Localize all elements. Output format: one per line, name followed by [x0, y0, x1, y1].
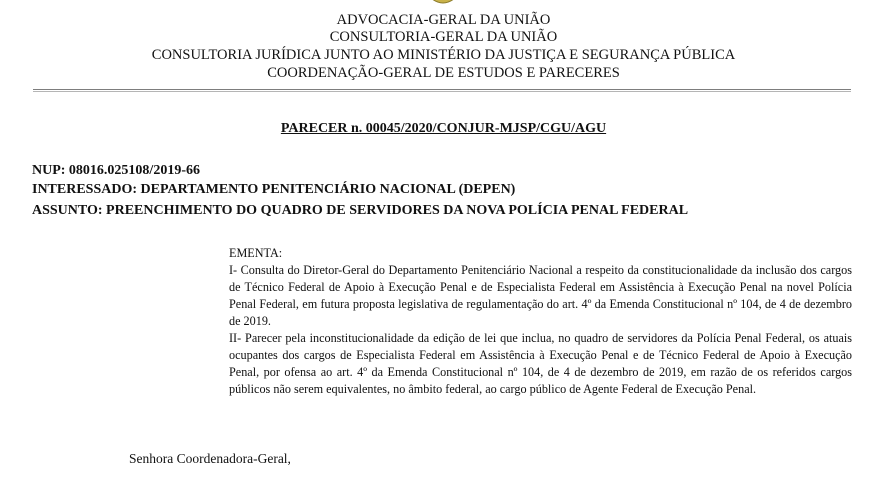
document-title: PARECER n. 00045/2020/CONJUR-MJSP/CGU/AGU	[280, 121, 607, 136]
header-divider	[33, 89, 851, 92]
nup-line: NUP: 08016.025108/2019-66	[32, 163, 200, 178]
interessado-line: INTERESSADO: DEPARTAMENTO PENITENCIÁRIO NACIONAL (DEPEN)	[32, 182, 516, 197]
header-conjur: CONSULTORIA JURÍDICA JUNTO AO MINISTÉRIO DA JUSTIÇA E SEGURANÇA PÚBLICA	[151, 47, 736, 63]
ementa-block	[229, 245, 852, 398]
ementa-label: EMENTA:	[229, 246, 283, 260]
header-agu: ADVOCACIA-GERAL DA UNIÃO	[336, 12, 551, 28]
header-coordenacao: COORDENAÇÃO-GERAL DE ESTUDOS E PARECERES	[267, 65, 620, 81]
greeting: Senhora Coordenadora-Geral,	[129, 451, 291, 466]
header-cgu: CONSULTORIA-GERAL DA UNIÃO	[329, 29, 558, 45]
coat-of-arms-icon	[421, 0, 465, 6]
assunto-line: ASSUNTO: PREENCHIMENTO DO QUADRO DE SERVIDORES DA NOVA POLÍCIA PENAL FEDERAL	[32, 203, 689, 218]
ementa-item-1: I- Consulta do Diretor-Geral do Departamento Penitenciário Nacional a respeito da constitucionalidade da inclusão dos cargos de Técnico Federal de Apoio à Execução Penal e de Especialista Federal em Assistência à Execução Penal na novel Polícia Penal Federal, em futura proposta legislativa de regulamentação do art. 4º da Emenda Constitucional nº 104, de 4 de dezembro de 2019.	[229, 263, 852, 328]
ementa-item-2: II- Parecer pela inconstitucionalidade da edição de lei que inclua, no quadro de servidores da Polícia Penal Federal, os atuais ocupantes dos cargos de Especialista Federal em Assistência à Execução Penal e de Técnico Federal de Apoio à Execução Penal, por ofensa ao art. 4º da Emenda Constitucional nº 104, de 4 de dezembro de 2019, em razão de os referidos cargos públicos não serem equivalentes, no âmbito federal, ao cargo público de Agente Federal de Execução Penal.	[229, 331, 852, 396]
